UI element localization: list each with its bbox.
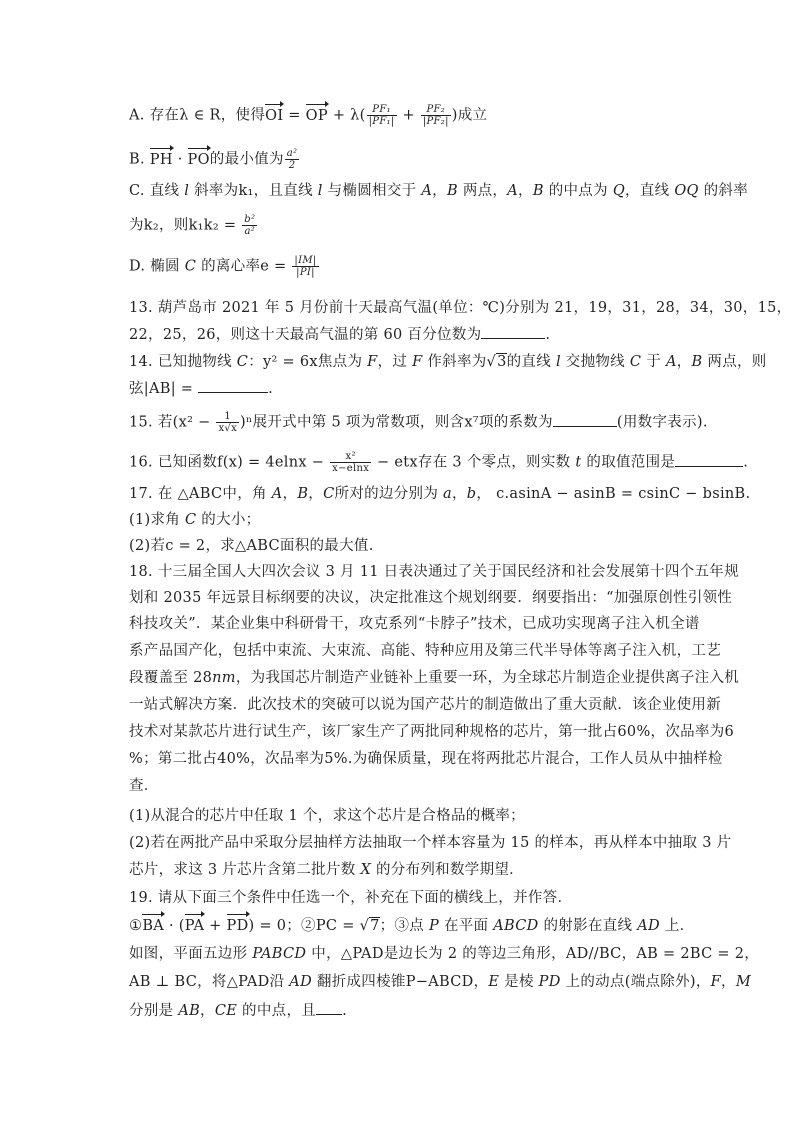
answer-blank[interactable] [481,324,545,339]
vector-ph: PH [149,151,173,168]
vector-pd: PD [226,918,249,934]
sqrt-symbol: √ [359,918,370,934]
vector-po: PO [187,151,210,168]
vector-op: OP [305,107,328,124]
question-18-line3: 科技攻关”．某企业集中科研骨干，攻克系列“卡脖子”技术，已成功实现离子注入机全谱 [129,616,700,632]
question-18-part2-line2: 芯片，求这 3 片芯片含第二批片数 X 的分布列和数学期望． [129,862,524,878]
question-17-line1: 17. 在 △ABC中，角 A，B，C所对的边分别为 a，b， c.asinA − asinB = csinC − bsinB. [129,486,751,502]
fraction-a2-2: $\frac{\text{a²}}{2}$ [286,148,298,171]
option-b: B. PH · PO的最小值为 $\frac{\text{a²}}{2}$ [129,148,298,171]
question-18-line2: 划和 2035 年远景目标纲要的决议，决定批准这个规划纲要．纲要指出：“加强原创性引领性 [129,590,733,606]
question-19-line5: 分别是 AB，CE 的中点，且 . [129,1000,347,1021]
answer-blank[interactable] [198,378,268,393]
question-13-line2: 22，25，26，则这十天最高气温的第 60 百分位数为 . [129,324,550,345]
question-18-part1: (1)从混合的芯片中任取 1 个，求这个芯片是合格品的概率； [129,808,525,824]
question-18-line7: 技术对某款芯片进行试生产，该厂家生产了两批同种规格的芯片，第一批占60%，次品率为6 [129,724,735,740]
vector-pa: PA [184,918,205,934]
option-d: D. 椭圆 C 的离心率e = $\frac{|IM|}{|PI|}$ [129,255,317,278]
answer-blank[interactable] [675,452,743,467]
fraction-b2-a2: $\frac{\text{b²}}{\text{a²}}$ [244,214,256,237]
question-16: 16. 已知函数f(x) = 4elnx − $\frac{\text{x²}}{x-elnx}$ − etx存在 3 个零点，则实数 t 的取值范围是 . [129,451,749,474]
question-18-line4: 系产品国产化，包括中束流、大束流、高能、特种应用及第三代半导体等离子注入机，工艺 [129,643,721,659]
answer-blank[interactable] [316,1000,342,1015]
question-19-line2: ①BA · (PA + PD) = 0；②PC = √7；③点 P 在平面 ABCD 的射影在直线 AD 上． [129,918,695,934]
fraction-x2: $\frac{\text{x²}}{x-elnx}$ [332,451,370,474]
question-15: 15. 若(x² − $\frac{1}{x√x}$ )ⁿ展开式中第 5 项为常数项，则含x⁷项的系数为 (用数字表示). [129,411,708,434]
question-19-line3: 如图，平面五边形 PABCD 中，△PAD是边长为 2 的等边三角形，AD//BC，AB = 2BC = 2， [129,946,760,962]
question-14-line1: 14. 已知抛物线 C：y² = 6x焦点为 F，过 F 作斜率为√3的直线 l 交抛物线 C 于 A，B 两点，则 [129,354,767,370]
option-c-line1: C. 直线 l 斜率为k₁，且直线 l 与椭圆相交于 A，B 两点，A，B 的中点为 Q，直线 OQ 的斜率 [129,183,748,199]
question-18-line5: 段覆盖至 28nm，为我国芯片制造产业链补上重要一环，为全球芯片制造企业提供离子注入机 [129,670,740,686]
question-14-line2: 弦|AB| = . [129,378,273,399]
fraction-pf2: $\frac{\text{PF₂}}{\text{|PF₂|}}$ [422,104,449,127]
question-18-line8: %；第二批占40%，次品率为5%.为确保质量，现在将两批芯片混合，工作人员从中抽样检 [129,751,723,767]
question-18-line6: 一站式解决方案．此次技术的突破可以说为国产芯片的制造做出了重大贡献．该企业使用新 [129,697,721,713]
sqrt-symbol: √ [486,354,497,370]
question-13-line1: 13. 葫芦岛市 2021 年 5 月份前十天最高气温(单位：℃)分别为 21，19，31，28，34，30，15， [129,300,792,316]
question-18-line1: 18. 十三届全国人大四次会议 3 月 11 日表决通过了关于国民经济和社会发展第十四个五年规 [129,564,739,580]
vector-ba: BA [142,918,165,934]
option-a: A. 存在λ ∈ R，使得OI = OP + λ( $\frac{\text{PF₁}}{\text{|PF₁|}}$ + $\frac{\text{PF₂}}{\text{|PF₂|}}$ )成立 [129,104,488,127]
question-17-line2: (1)求角 C 的大小； [129,512,261,528]
question-18-part2-line1: (2)若在两批产品中采取分层抽样方法抽取一个样本容量为 15 的样本，再从样本中抽取 3 片 [129,835,732,851]
question-19-line1: 19. 请从下面三个条件中任选一个，补充在下面的横线上，并作答． [129,890,573,906]
fraction-im-pi: $\frac{|IM|}{|PI|}$ [294,255,317,278]
fraction-1-xsqrtx: $\frac{1}{x√x}$ [218,411,238,434]
option-c-line2: 为k₂，则k₁k₂ = $\frac{\text{b²}}{\text{a²}}$ [129,214,256,237]
question-17-line3: (2)若c = 2，求△ABC面积的最大值. [129,538,374,554]
question-19-line4: AB ⊥ BC，将△PAD沿 AD 翻折成四棱锥P−ABCD，E 是棱 PD 上的动点(端点除外)，F，M [129,974,752,990]
vector-oi: OI [265,107,284,124]
question-18-line9: 查． [129,778,159,794]
answer-blank[interactable] [553,412,617,427]
fraction-pf1: $\frac{\text{PF₁}}{\text{|PF₁|}}$ [368,104,395,127]
